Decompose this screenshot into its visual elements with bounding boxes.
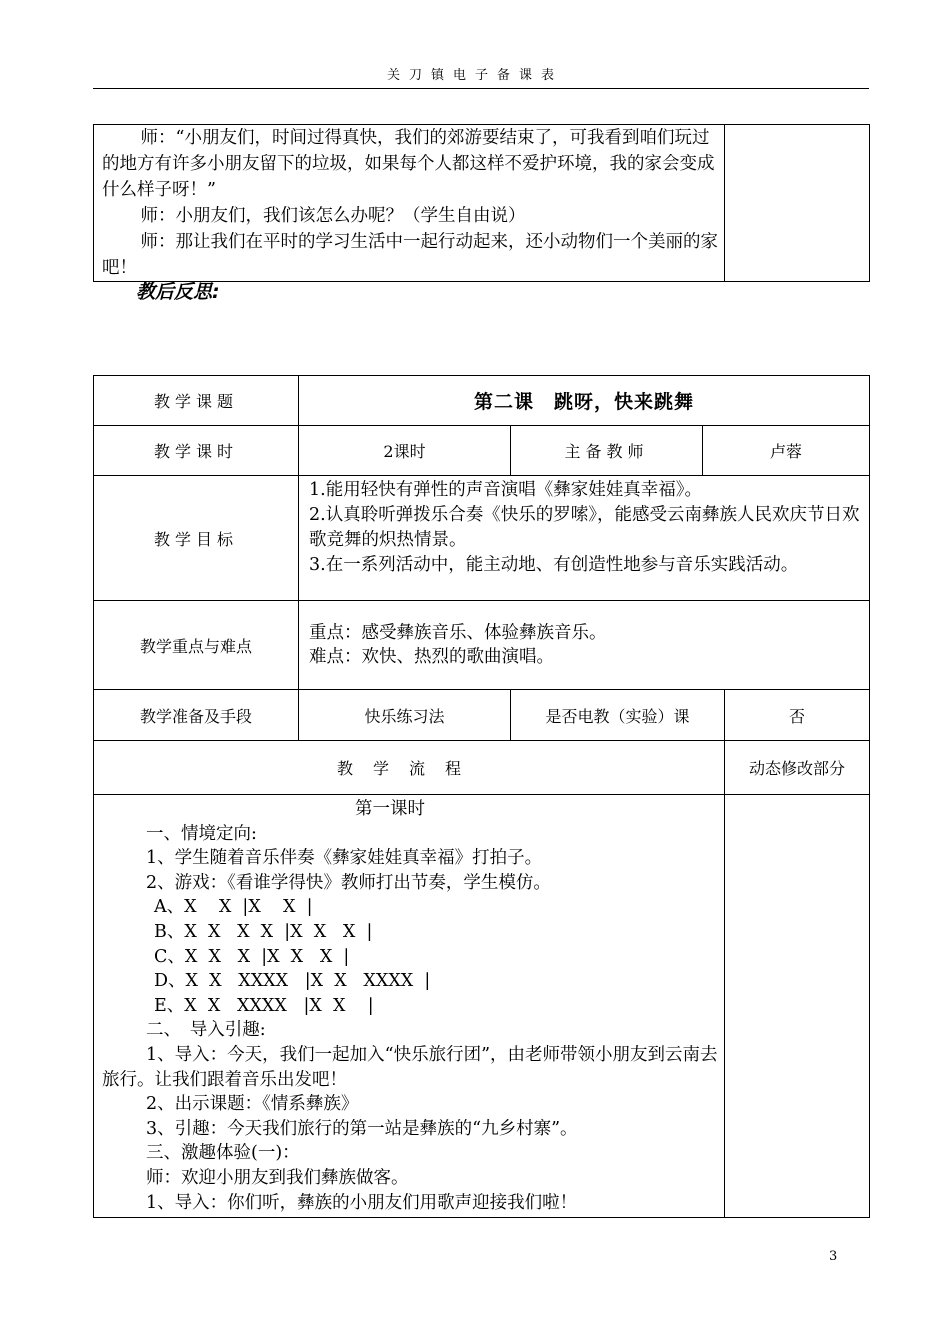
key-point: 重点：感受彝族音乐、体验彝族音乐。	[309, 623, 607, 643]
process-item: 1、导入：你们听，彝族的小朋友们用歌声迎接我们啦！	[146, 1192, 578, 1213]
goal-item: 1.能用轻快有弹性的声音演唱《彝家娃娃真幸福》。	[309, 480, 702, 500]
topic-label: 教学课题	[94, 376, 299, 426]
prep-value: 快乐练习法	[299, 690, 511, 741]
session-title: 第一课时	[355, 799, 425, 819]
hours-value: 2课时	[299, 426, 511, 476]
rhythm-line: A、X X |X X |	[154, 897, 313, 918]
header-rule	[93, 88, 869, 89]
teacher-value: 卢蓉	[703, 426, 870, 476]
rhythm-line: B、X X X X |X X X |	[154, 921, 373, 942]
section-heading: 三、激趣体验(一)：	[146, 1143, 300, 1164]
process-item: 2、游戏：《看谁学得快》教师打出节奏，学生模仿。	[146, 872, 551, 893]
electronic-class-label: 是否电教（实验）课	[511, 690, 725, 741]
hours-label: 教学课时	[94, 426, 299, 476]
page-header-title: 关刀镇电子备课表	[386, 68, 563, 83]
electronic-class-value: 否	[725, 690, 870, 741]
teacher-label: 主备教师	[511, 426, 703, 476]
previous-lesson-table	[93, 124, 870, 282]
goal-item: 3.在一系列活动中，能主动地、有创造性地参与音乐实践活动。	[309, 555, 799, 575]
process-item: 2、出示课题：《情系彝族》	[146, 1094, 359, 1115]
teaching-process-content	[94, 795, 725, 1218]
process-item: 3、引趣：今天我们旅行的第一站是彝族的“九乡村寨”。	[146, 1118, 578, 1139]
lesson-plan-table	[93, 375, 870, 1218]
process-item: 师：欢迎小朋友到我们彝族做客。	[146, 1167, 409, 1188]
rhythm-line: D、X X XXXX |X X XXXX |	[154, 971, 431, 992]
section-heading: 一、情境定向:	[146, 823, 257, 844]
goals-label: 教学目标	[94, 476, 299, 601]
previous-lesson-content	[94, 125, 725, 282]
key-points-label: 教学重点与难点	[94, 601, 299, 690]
key-point: 难点：欢快、热烈的歌曲演唱。	[309, 647, 554, 667]
text-line: 师：小朋友们，我们该怎么办呢？（学生自由说）	[140, 206, 526, 226]
text-line: 师：“小朋友们，时间过得真快，我们的郊游要结束了，可我看到咱们玩过的地方有许多小朋友留下的垃圾，如果每个人都这样不爱护环境，我的家会变成什么样子呀！”	[102, 128, 715, 200]
page-number: 3	[829, 1249, 838, 1264]
text-line: 师：那让我们在平时的学习生活中一起行动起来，还小动物们一个美丽的家吧！	[102, 232, 718, 278]
previous-lesson-notes	[725, 125, 870, 282]
dynamic-revision-label: 动态修改部分	[725, 741, 870, 795]
key-points-content	[299, 601, 870, 690]
goals-content	[299, 476, 870, 601]
goal-item: 2.认真聆听弹拨乐合奏《快乐的罗嗦》，能感受云南彝族人民欢庆节日欢歌竞舞的炽热情景。	[309, 505, 860, 550]
rhythm-line: E、X X XXXX |X X |	[154, 995, 374, 1016]
process-item: 1、导入：今天，我们一起加入“快乐旅行团”，由老师带领小朋友到云南去旅行。让我们跟着音乐出发吧！	[102, 1044, 718, 1090]
teaching-process-label: 教学流程	[94, 741, 725, 795]
rhythm-line: C、X X X |X X X |	[154, 946, 350, 967]
process-item: 1、学生随着音乐伴奏《彝家娃娃真幸福》打拍子。	[146, 848, 543, 869]
reflection-label: 教后反思:	[136, 281, 220, 303]
lesson-title: 第二课 跳呀，快来跳舞	[299, 376, 870, 426]
dynamic-revision-area	[725, 795, 870, 1218]
prep-label: 教学准备及手段	[94, 690, 299, 741]
section-heading: 二、 导入引趣:	[146, 1020, 266, 1041]
